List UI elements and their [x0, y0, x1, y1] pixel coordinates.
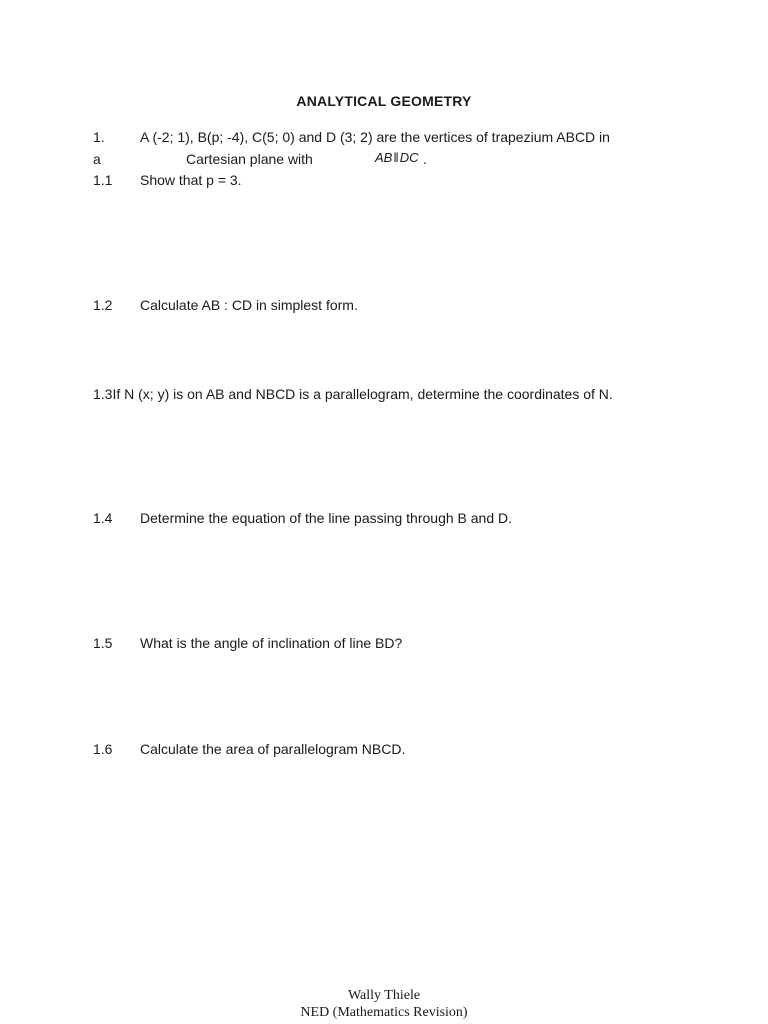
item-number: 1.2: [93, 297, 113, 313]
item-number: 1.4: [93, 510, 113, 526]
question-1-number: 1.: [93, 129, 105, 145]
math-dc: DC: [399, 150, 419, 165]
question-1-continuation: Cartesian plane with: [186, 151, 313, 167]
item-text: Show that p = 3.: [140, 172, 242, 188]
item-number: 1.1: [93, 172, 113, 188]
item-text: Determine the equation of the line passing through B and D.: [140, 510, 513, 526]
question-1-continuation-prefix: a: [93, 151, 101, 167]
item-text: Calculate AB : CD in simplest form.: [140, 297, 358, 313]
parallel-notation: [375, 150, 419, 165]
footer-author: Wally Thiele: [347, 988, 421, 1003]
math-period: .: [423, 151, 427, 167]
math-ab: AB: [375, 150, 393, 165]
parallel-symbol: ‖: [393, 150, 399, 165]
page-title: ANALYTICAL GEOMETRY: [296, 93, 472, 109]
item-number: 1.5: [93, 635, 113, 651]
item-text: Calculate the area of parallelogram NBCD.: [140, 741, 406, 757]
question-1-text: A (-2; 1), B(p; -4), C(5; 0) and D (3; 2) are the vertices of trapezium ABCD in: [140, 129, 610, 145]
item-text: What is the angle of inclination of line BD?: [140, 635, 403, 651]
item-number: 1.6: [93, 741, 113, 757]
item-text: 1.3If N (x; y) is on AB and NBCD is a parallelogram, determine the coordinates of N.: [93, 386, 613, 402]
footer-organization: NED (Mathematics Revision): [300, 1005, 468, 1020]
